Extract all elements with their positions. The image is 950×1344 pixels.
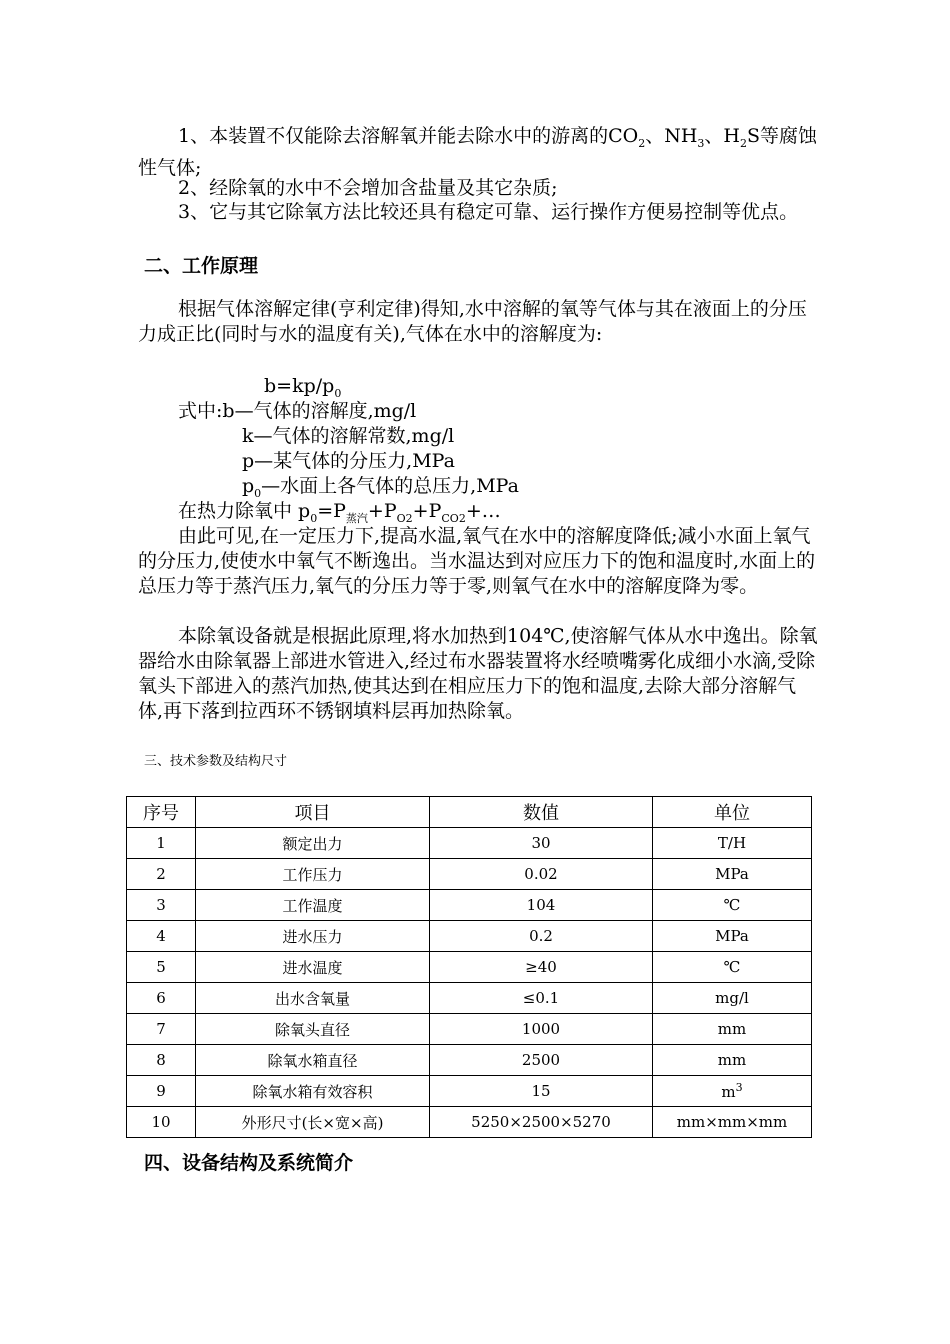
- equipment-principle-paragraph: 本除氧设备就是根据此原理,将水加热到104℃,使溶解气体从水中逸出。除氧器给水由除氧器上部进水管进入,经过布水器装置将水经喷嘴雾化成细小水滴,受除氧头下部进入的蒸汽加热,使其达到在相应压力下的饱和温度,去除大部分溶解气体,再下落到拉西环不锈钢填料层再加热除氧。: [138, 625, 818, 722]
- henry-law-paragraph: 根据气体溶解定律(亨利定律)得知,水中溶解的氧等气体与其在液面上的分压力成正比(同时与水的温度有关),气体在水中的溶解度为:: [138, 298, 807, 345]
- table-row: [127, 921, 812, 952]
- cell-unit: ℃: [653, 890, 812, 921]
- intro-item-2: 2、经除氧的水中不会增加含盐量及其它杂质;: [178, 177, 558, 199]
- cell-index: 10: [127, 1107, 196, 1138]
- table-row: [127, 952, 812, 983]
- table-row: [127, 828, 812, 859]
- cell-value: 1000: [430, 1014, 653, 1045]
- header-cell: 单位: [653, 797, 812, 828]
- cell-index: 6: [127, 983, 196, 1014]
- cell-index: 7: [127, 1014, 196, 1045]
- cell-index: 9: [127, 1076, 196, 1107]
- cell-item: 额定出力: [196, 828, 430, 859]
- cell-index: 5: [127, 952, 196, 983]
- cell-unit: $m^3$: [653, 1076, 812, 1107]
- table-row: [127, 983, 812, 1014]
- cell-item: 外形尺寸(长×宽×高): [196, 1107, 430, 1138]
- cell-value: ≤0.1: [430, 983, 653, 1014]
- header-cell: 数值: [430, 797, 653, 828]
- intro-item-3: 3、它与其它除氧方法比较还具有稳定可靠、运行操作方便易控制等优点。: [178, 201, 799, 223]
- table-row: [127, 859, 812, 890]
- cell-value: 0.2: [430, 921, 653, 952]
- section-4-heading: 四、设备结构及系统简介: [144, 1152, 354, 1174]
- cell-value: 0.02: [430, 859, 653, 890]
- cell-value: 30: [430, 828, 653, 859]
- cell-item: 工作温度: [196, 890, 430, 921]
- cell-value: 2500: [430, 1045, 653, 1076]
- cell-index: 1: [127, 828, 196, 859]
- section-2-heading: 二、工作原理: [144, 255, 259, 277]
- header-cell: 项目: [196, 797, 430, 828]
- cell-value: 5250×2500×5270: [430, 1107, 653, 1138]
- intro-item-1: 1、本装置不仅能除去溶解氧并能去除水中的游离的$CO_2$、$NH_3$、$H_2S$等腐蚀性气体;: [138, 125, 818, 179]
- header-cell: 序号: [127, 797, 196, 828]
- table-header-row: [127, 797, 812, 828]
- cell-item: 进水温度: [196, 952, 430, 983]
- cell-unit: mg/l: [653, 983, 812, 1014]
- tech-params-table: [126, 796, 812, 1138]
- cell-index: 2: [127, 859, 196, 890]
- definition-k: k—气体的溶解常数,mg/l: [242, 425, 455, 447]
- formula: $b=kp/p_0$: [264, 375, 342, 400]
- cell-item: 除氧头直径: [196, 1014, 430, 1045]
- cell-item: 除氧水箱直径: [196, 1045, 430, 1076]
- cell-item: 出水含氧量: [196, 983, 430, 1014]
- cell-unit: ℃: [653, 952, 812, 983]
- cell-unit: mm×mm×mm: [653, 1107, 812, 1138]
- table-row: [127, 1045, 812, 1076]
- cell-item: 工作压力: [196, 859, 430, 890]
- table-row: [127, 1014, 812, 1045]
- section-3-heading: 三、技术参数及结构尺寸: [144, 754, 288, 769]
- cell-index: 4: [127, 921, 196, 952]
- definition-p: p—某气体的分压力,MPa: [242, 450, 455, 472]
- cell-item: 进水压力: [196, 921, 430, 952]
- cell-value: ≥40: [430, 952, 653, 983]
- cell-unit: MPa: [653, 859, 812, 890]
- cell-index: 3: [127, 890, 196, 921]
- cell-unit: MPa: [653, 921, 812, 952]
- thermal-deaeration-formula: 在热力除氧中 $p_0=P_{蒸汽}+P_{O2}+P_{CO2}+\dots$: [178, 500, 501, 525]
- table-row: [127, 1076, 812, 1107]
- table-row: [127, 890, 812, 921]
- cell-unit: mm: [653, 1045, 812, 1076]
- table-row: [127, 1107, 812, 1138]
- conclusion-paragraph: 由此可见,在一定压力下,提高水温,氧气在水中的溶解度降低;减小水面上氧气的分压力,使使水中氧气不断逸出。当水温达到对应压力下的饱和温度时,水面上的总压力等于蒸汽压力,氧气的分压力等于零,则氧气在水中的溶解度降为零。: [138, 525, 816, 597]
- cell-unit: mm: [653, 1014, 812, 1045]
- definition-b: 式中:b—气体的溶解度,mg/l: [178, 400, 417, 422]
- cell-value: 104: [430, 890, 653, 921]
- definition-p0: $p_0—$水面上各气体的总压力,MPa: [242, 475, 519, 500]
- cell-value: 15: [430, 1076, 653, 1107]
- cell-index: 8: [127, 1045, 196, 1076]
- cell-unit: T/H: [653, 828, 812, 859]
- cell-item: 除氧水箱有效容积: [196, 1076, 430, 1107]
